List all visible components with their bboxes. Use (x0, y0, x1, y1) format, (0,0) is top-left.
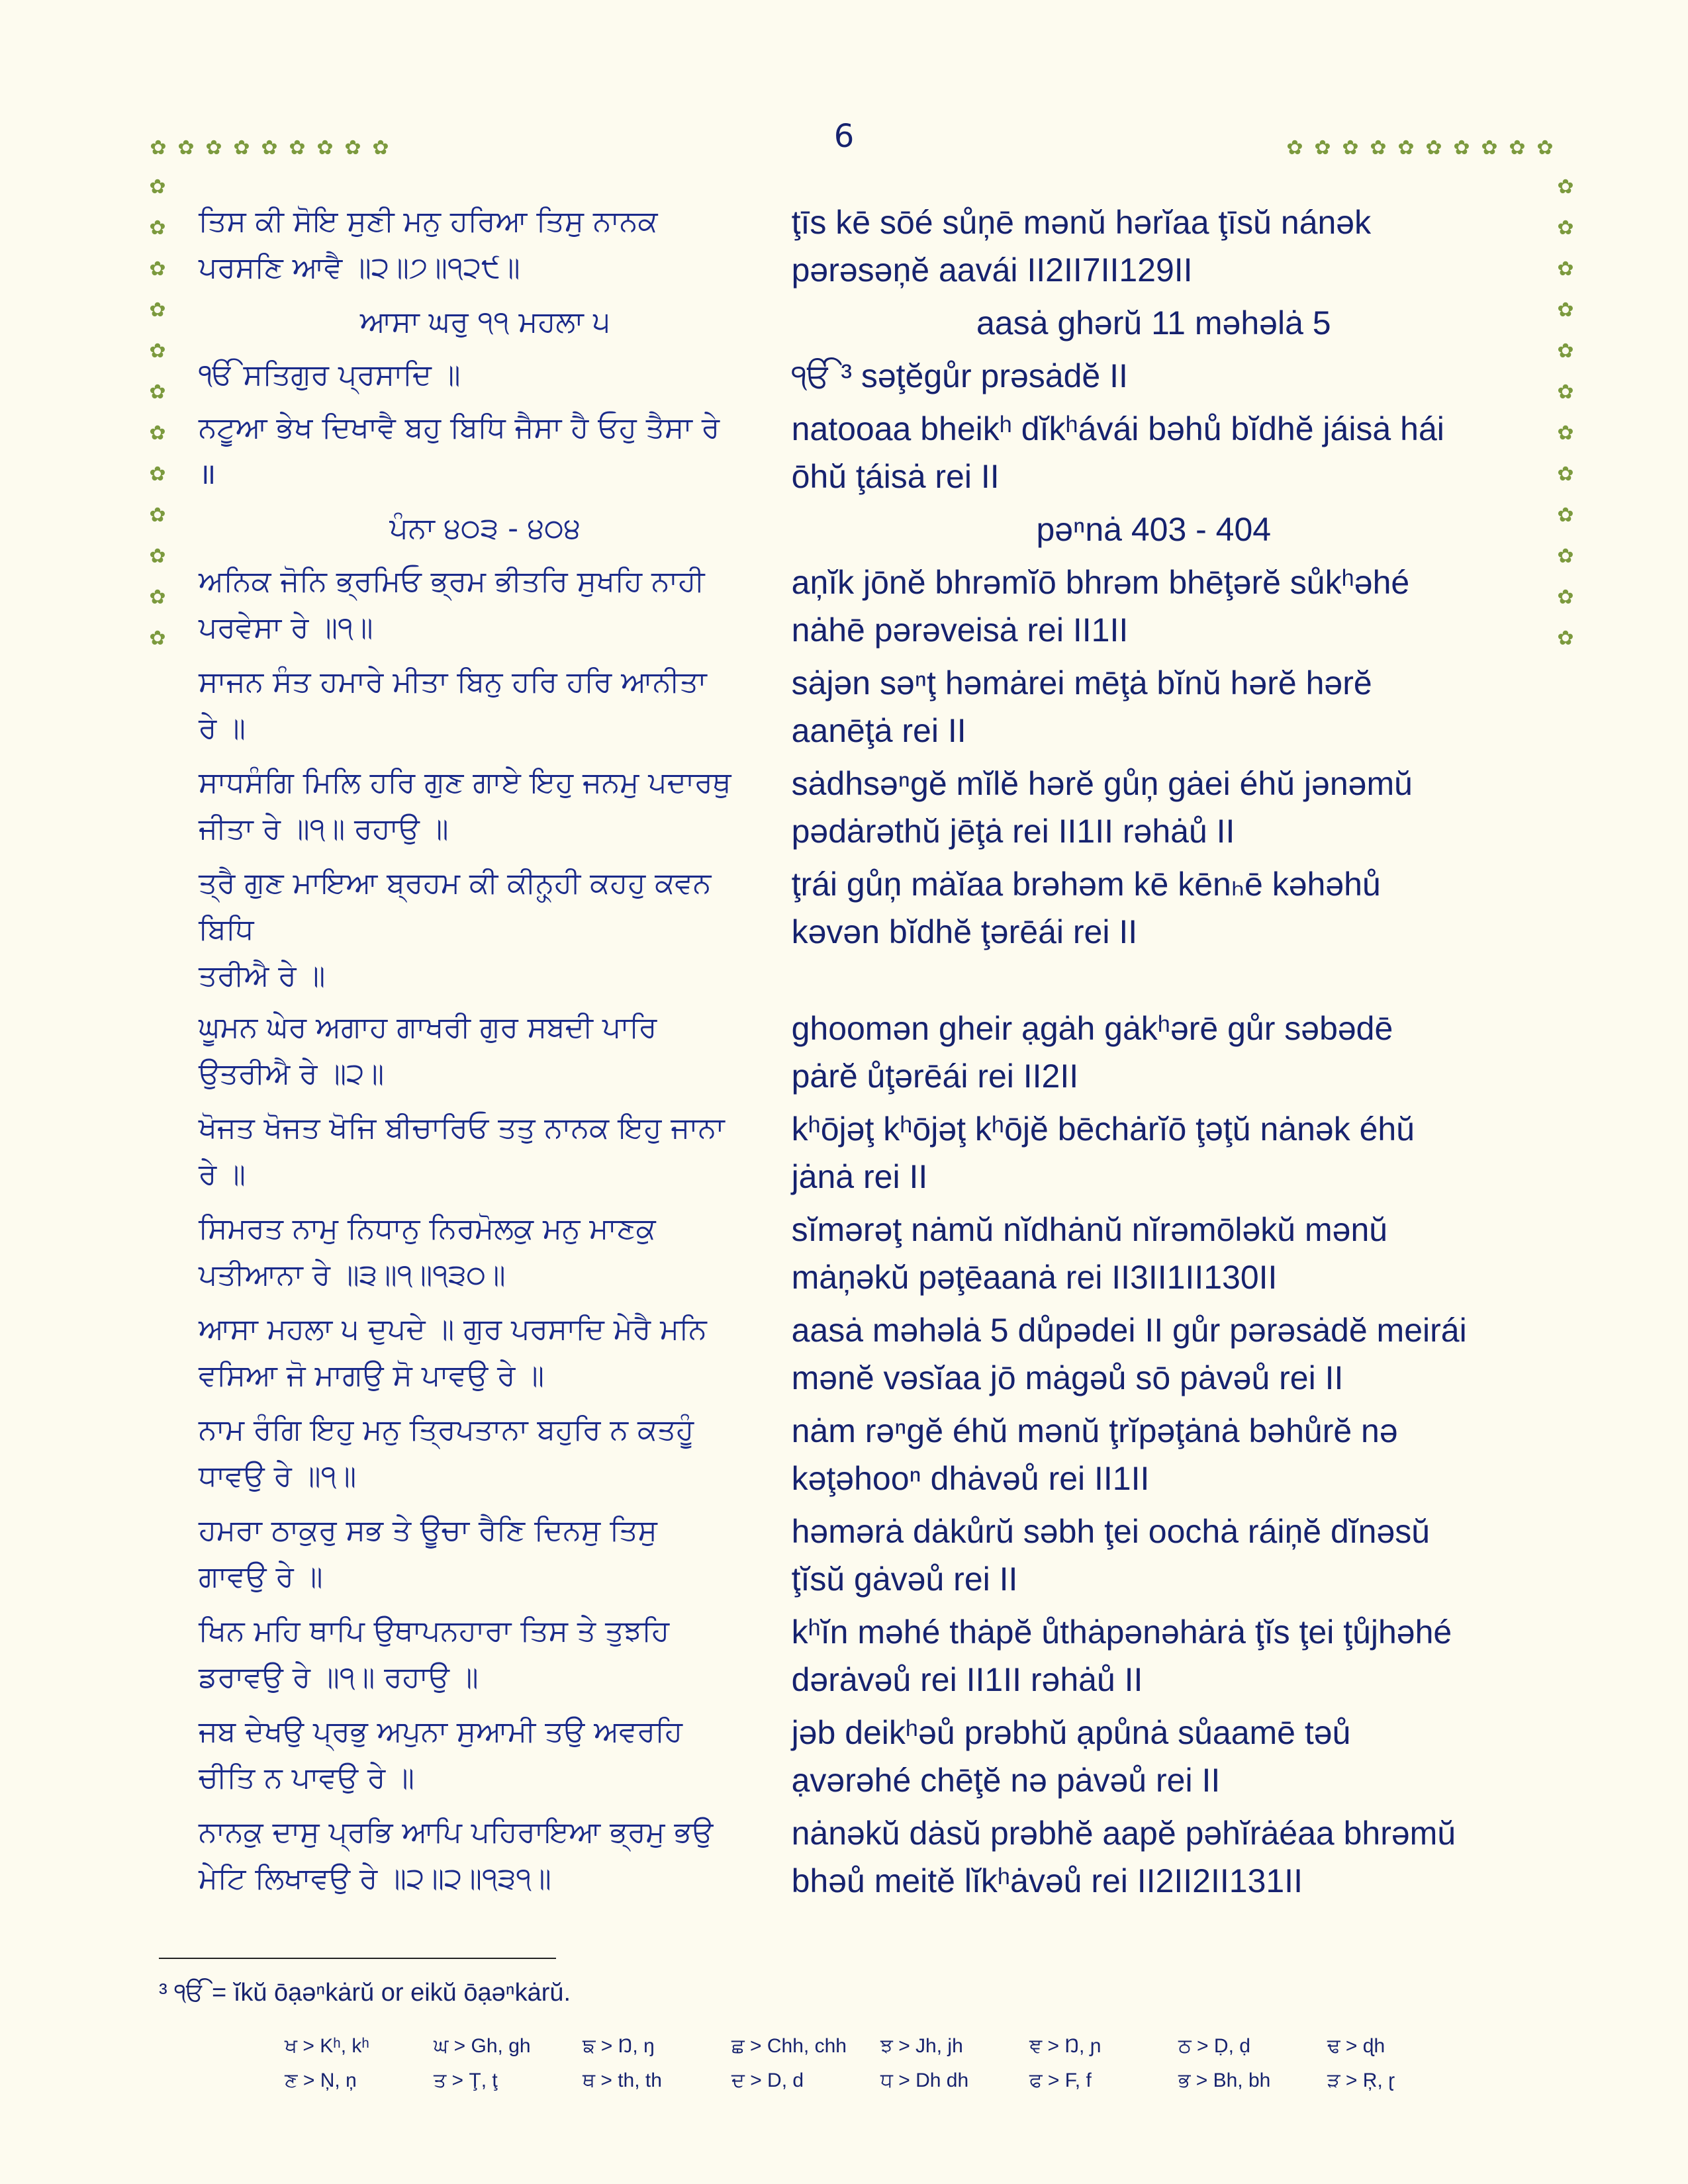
romanized-text (792, 760, 1516, 855)
gurmukhi-text (199, 1709, 792, 1804)
romanized-line: ţrái gůņ mȧĭaa brəhəm kē kēnₕē kəhəhů (791, 866, 1381, 903)
gurmukhi-line: ਰੇ ॥ (199, 1158, 246, 1191)
gurmukhi-line: ਤਿਸ ਕੀ ਸੋਇ ਸੁਣੀ ਮਨੁ ਹਰਿਆ ਤਿਸੁ ਨਾਨਕ (199, 205, 658, 238)
gurmukhi-text (199, 860, 792, 999)
gurmukhi-line: ॥ (199, 457, 216, 491)
gurmukhi-line: ਗਾਵਉ ਰੇ ॥ (199, 1560, 323, 1594)
gurmukhi-line: ਜੀਤਾ ਰੇ ॥੧॥ ਰਹਾਉ ॥ (199, 812, 449, 846)
legend-item: ਞ > Ŋ, ɲ (1029, 2035, 1102, 2057)
verse-row (199, 506, 1516, 553)
verse-row (199, 1407, 1516, 1502)
footnote-rule (159, 1958, 556, 1959)
gurmukhi-text (199, 199, 792, 294)
romanized-line: nȧhē pərəveisȧ rei II1II (791, 612, 1129, 649)
legend-item: ਝ > Jh, jh (880, 2035, 963, 2057)
romanized-text (792, 1005, 1516, 1100)
gurmukhi-line: ਰੇ ॥ (199, 711, 246, 745)
romanized-line: aņĭk jōnĕ bhrəmĭō bhrəm bhēţərĕ sůkʰəhé (791, 564, 1410, 601)
flower-icon: ✿ (149, 504, 166, 527)
gurmukhi-line: ਪਤੀਆਨਾ ਰੇ ॥੩॥੧॥੧੩੦॥ (199, 1258, 506, 1292)
gurmukhi-line: ਖੋਜਤ ਖੋਜਤ ਖੋਜਿ ਬੀਚਾਰਿਓ ਤਤੁ ਨਾਨਕ ਇਹੁ ਜਾਨਾ (199, 1111, 725, 1145)
romanized-text (792, 1709, 1516, 1804)
romanized-text (792, 1608, 1516, 1704)
gurmukhi-text (199, 1608, 792, 1704)
gurmukhi-text (199, 760, 792, 855)
romanized-line: pəⁿnȧ 403 - 404 (1036, 511, 1272, 548)
flower-icon: ✿ (344, 136, 361, 159)
gurmukhi-text (199, 1508, 792, 1603)
flower-icon: ✿ (149, 381, 166, 404)
ornament-top-right (1281, 135, 1559, 161)
gurmukhi-text (199, 1105, 792, 1201)
legend-row (285, 2070, 1476, 2104)
legend-item: ਭ > Bh, bh (1178, 2070, 1271, 2091)
gurmukhi-line: ਉਤਰੀਐ ਰੇ ॥੨॥ (199, 1057, 385, 1091)
legend-item: ਖ > Kʰ, kʰ (285, 2035, 369, 2057)
gurmukhi-line: ਨਟੂਆ ਭੇਖ ਦਿਖਾਵੈ ਬਹੁ ਬਿਧਿ ਜੈਸਾ ਹੈ ਓਹੁ ਤੈਸਾ ਰੇ (199, 411, 720, 445)
legend-item: ਛ > Chh, chh (731, 2035, 847, 2057)
romanized-line: ੴ ³ səţĕgůr prəsȧdĕ II (791, 357, 1128, 394)
gurmukhi-line: ਡਰਾਵਉ ਰੇ ॥੧॥ ਰਹਾਉ ॥ (199, 1661, 479, 1694)
legend-item: ਘ > Gh, gh (434, 2035, 531, 2057)
verse-row (199, 1508, 1516, 1603)
legend-item: ਢ > ɖh (1327, 2035, 1385, 2057)
verse-row (199, 1608, 1516, 1704)
romanized-line: nȧnəkŭ dȧsŭ prəbhĕ aapĕ pəhĭrȧéaa bhrəmŭ (791, 1815, 1456, 1852)
romanized-line: kʰōjəţ kʰōjəţ kʰōjĕ bēchȧrĭō ţəţŭ nȧnək éhŭ (791, 1111, 1415, 1148)
transliteration-legend (285, 2035, 1476, 2104)
romanized-text (792, 659, 1516, 754)
gurmukhi-line: ਨਾਨਕੁ ਦਾਸੁ ਪ੍ਰਭਿ ਆਪਿ ਪਹਿਰਾਇਆ ਭ੍ਰਮੁ ਭਉ (199, 1815, 714, 1849)
gurmukhi-line: ਖਿਨ ਮਹਿ ਥਾਪਿ ਉਥਾਪਨਹਾਰਾ ਤਿਸ ਤੇ ਤੁਝਹਿ (199, 1614, 670, 1648)
gurmukhi-line: ਧਾਵਉ ਰੇ ॥੧॥ (199, 1459, 357, 1493)
gurmukhi-line: ਪਰਸਣਿ ਆਵੈ ॥੨॥੭॥੧੨੯॥ (199, 251, 520, 285)
gurmukhi-line: ਪੰਨਾ ੪੦੩ - ੪੦੪ (389, 512, 581, 545)
romanized-text (792, 352, 1516, 400)
ornament-right (1552, 167, 1579, 659)
gurmukhi-line: ਹਮਰਾ ਠਾਕੁਰੁ ਸਭ ਤੇ ਊਚਾ ਰੈਣਿ ਦਿਨਸੁ ਤਿਸੁ (199, 1514, 657, 1547)
gurmukhi-line: ਤਰੀਐ ਰੇ ॥ (199, 959, 326, 993)
verse-row (199, 1306, 1516, 1402)
gurmukhi-line: ਸਾਜਨ ਸੰਤ ਹਮਾਰੇ ਮੀਤਾ ਬਿਨੁ ਹਰਿ ਹਰਿ ਆਨੀਤਾ (199, 665, 707, 699)
flower-icon: ✿ (149, 422, 166, 445)
ornament-top-left (144, 135, 395, 161)
romanized-line: aasȧ məhəlȧ 5 důpədei II gůr pərəsȧdĕ meirái (791, 1312, 1467, 1349)
flower-icon: ✿ (1397, 136, 1415, 159)
romanized-line: aasȧ ghərŭ 11 məhəlȧ 5 (976, 304, 1331, 341)
flower-icon: ✿ (149, 298, 166, 322)
flower-icon: ✿ (1557, 216, 1574, 240)
romanized-text (792, 405, 1516, 500)
flower-icon: ✿ (1453, 136, 1470, 159)
flower-icon: ✿ (1557, 381, 1574, 404)
legend-item: ਥ > th, th (583, 2070, 662, 2091)
gurmukhi-text (199, 659, 792, 754)
romanized-line: aanēţȧ rei II (791, 712, 966, 749)
ornament-left (144, 167, 171, 659)
romanized-line: kəţəhooⁿ dhȧvəů rei II1II (791, 1460, 1150, 1497)
legend-item: ਠ > Ḍ, ḍ (1178, 2035, 1250, 2057)
gurmukhi-text (199, 506, 792, 553)
verse-row (199, 199, 1516, 294)
flower-icon: ✿ (1314, 136, 1331, 159)
gurmukhi-line: ਆਸਾ ਮਹਲਾ ੫ ਦੁਪਦੇ ॥ ਗੁਰ ਪਰਸਾਦਿ ਮੇਰੈ ਮਨਿ (199, 1312, 707, 1346)
gurmukhi-text (199, 352, 792, 400)
gurmukhi-line: ਅਨਿਕ ਜੋਨਿ ਭ੍ਰਮਿਓ ਭ੍ਰਮ ਭੀਤਰਿ ਸੁਖਹਿ ਨਾਹੀ (199, 565, 705, 598)
verse-row (199, 659, 1516, 754)
gurmukhi-line: ੴ ਸਤਿਗੁਰ ਪ੍ਰਸਾਦਿ ॥ (199, 358, 461, 392)
flower-icon: ✿ (1342, 136, 1359, 159)
gurmukhi-line: ਘੂਮਨ ਘੇਰ ਅਗਾਹ ਗਾਖਰੀ ਗੁਰ ਸਬਦੀ ਪਾਰਿ (199, 1011, 657, 1044)
gurmukhi-line: ਚੀਤਿ ਨ ਪਾਵਉ ਰੇ ॥ (199, 1761, 414, 1795)
gurmukhi-line: ਸਾਧਸੰਗਿ ਮਿਲਿ ਹਰਿ ਗੁਣ ਗਾਏ ਇਹੁ ਜਨਮੁ ਪਦਾਰਥੁ (199, 766, 731, 799)
gurmukhi-line: ਜਬ ਦੇਖਉ ਪ੍ਰਭੁ ਅਪੁਨਾ ਸੁਆਮੀ ਤਉ ਅਵਰਹਿ (199, 1715, 683, 1749)
romanized-line: sȧjən səⁿţ həmȧrei mēţȧ bĭnŭ hərĕ hərĕ (791, 664, 1372, 702)
flower-icon: ✿ (149, 545, 166, 568)
flower-icon: ✿ (1536, 136, 1554, 159)
romanized-line: pədȧrəthŭ jēţȧ rei II1II rəhȧů II (791, 813, 1235, 850)
romanized-line: jəb deikʰəů prəbhŭ ạpůnȧ sůaamē təů (791, 1714, 1351, 1751)
flower-icon: ✿ (149, 627, 166, 650)
romanized-line: ţĭsŭ gȧvəů rei II (791, 1561, 1018, 1598)
romanized-text (792, 860, 1516, 999)
romanized-line: pȧrĕ ůţərēái rei II2II (791, 1058, 1079, 1095)
flower-icon: ✿ (1557, 545, 1574, 568)
gurmukhi-text (199, 1306, 792, 1402)
flower-icon: ✿ (1557, 504, 1574, 527)
romanized-line: mȧņəkŭ pəţēaanȧ rei II3II1II130II (791, 1259, 1278, 1296)
romanized-line: ạvərəhé chēţĕ nə pȧvəů rei II (791, 1762, 1221, 1799)
flower-icon: ✿ (289, 136, 306, 159)
flower-icon: ✿ (1557, 586, 1574, 609)
legend-item: ਤ > Ţ, ţ (434, 2070, 498, 2091)
gurmukhi-text (199, 1809, 792, 1905)
gurmukhi-line: ਆਸਾ ਘਰੁ ੧੧ ਮਹਲਾ ੫ (359, 305, 610, 339)
flower-icon: ✿ (1425, 136, 1442, 159)
romanized-text (792, 506, 1516, 553)
flower-icon: ✿ (149, 257, 166, 281)
romanized-text (792, 1407, 1516, 1502)
romanized-text (792, 559, 1516, 654)
legend-item: ੜ > Ŗ, ɽ (1327, 2070, 1395, 2091)
gurmukhi-line: ਨਾਮ ਰੰਗਿ ਇਹੁ ਮਨੁ ਤ੍ਰਿਪਤਾਨਾ ਬਹੁਰਿ ਨ ਕਤਹੂੰ (199, 1413, 694, 1447)
gurmukhi-line: ਵਸਿਆ ਜੋ ਮਾਗਉ ਸੋ ਪਾਵਉ ਰੇ ॥ (199, 1359, 545, 1392)
romanized-line: jȧnȧ rei II (791, 1158, 928, 1195)
flower-icon: ✿ (316, 136, 334, 159)
romanized-text (792, 1508, 1516, 1603)
legend-item: ਫ > F, f (1029, 2070, 1092, 2091)
romanized-line: pərəsəņĕ aavái II2II7II129II (791, 251, 1193, 289)
footnote: ³ ੴ = ĭkŭ ōạəⁿkȧrŭ or eikŭ ōạəⁿkȧrŭ. (159, 1979, 571, 2007)
flower-icon: ✿ (1481, 136, 1498, 159)
verse-row (199, 1005, 1516, 1100)
verse-row (199, 405, 1516, 500)
legend-row (285, 2035, 1476, 2070)
romanized-text (792, 1105, 1516, 1201)
gurmukhi-text (199, 1206, 792, 1301)
romanized-text (792, 1306, 1516, 1402)
romanized-line: kʰĭn məhé thȧpĕ ůthȧpənəhȧrȧ ţĭs ţei ţůjhəhé (791, 1614, 1452, 1651)
romanized-text (792, 1206, 1516, 1301)
verse-row (199, 559, 1516, 654)
romanized-line: kəvən bĭdhĕ ţərēái rei II (791, 913, 1138, 950)
legend-item: ਦ > D, d (731, 2070, 804, 2091)
verse-row (199, 299, 1516, 347)
romanized-line: ţīs kē sōé sůņē mənŭ hərĭaa ţīsŭ nánək (791, 204, 1372, 241)
flower-icon: ✿ (261, 136, 278, 159)
legend-item: ਙ > Ŋ, ŋ (583, 2035, 655, 2057)
flower-icon: ✿ (205, 136, 222, 159)
gurmukhi-text (199, 1005, 792, 1100)
flower-icon: ✿ (1557, 298, 1574, 322)
romanized-line: sȧdhsəⁿgĕ mĭlĕ hərĕ gůņ gȧei éhŭ jənəmŭ (791, 765, 1413, 802)
flower-icon: ✿ (1370, 136, 1387, 159)
flower-icon: ✿ (150, 136, 167, 159)
flower-icon: ✿ (1557, 463, 1574, 486)
flower-icon: ✿ (149, 216, 166, 240)
page-number: 6 (833, 118, 855, 155)
romanized-line: həmərȧ dȧkůrŭ səbh ţei oochȧ ráiņĕ dĭnəsŭ (791, 1513, 1430, 1550)
flower-icon: ✿ (149, 586, 166, 609)
romanized-text (792, 199, 1516, 294)
flower-icon: ✿ (372, 136, 389, 159)
verse-row (199, 1809, 1516, 1905)
gurmukhi-line: ਸਿਮਰਤ ਨਾਮੁ ਨਿਧਾਨੁ ਨਿਰਮੋਲਕੁ ਮਨੁ ਮਾਣਕੁ (199, 1212, 656, 1246)
flower-icon: ✿ (1557, 175, 1574, 199)
flower-icon: ✿ (1286, 136, 1303, 159)
verse-table (199, 199, 1516, 1910)
flower-icon: ✿ (1557, 340, 1574, 363)
flower-icon: ✿ (149, 175, 166, 199)
flower-icon: ✿ (233, 136, 250, 159)
flower-icon: ✿ (149, 340, 166, 363)
verse-row (199, 352, 1516, 400)
romanized-line: ghoomən gheir ạgȧh gȧkʰərē gůr səbədē (791, 1010, 1393, 1047)
legend-item: ਣ > Ņ, ņ (285, 2070, 357, 2091)
gurmukhi-line: ਪਰਵੇਸਾ ਰੇ ॥੧॥ (199, 611, 373, 645)
romanized-line: ōhŭ ţáisȧ rei II (791, 458, 1000, 495)
romanized-line: dərȧvəů rei II1II rəhȧů II (791, 1661, 1143, 1698)
romanized-line: sĭmərəţ nȧmŭ nĭdhȧnŭ nĭrəmōləkŭ mənŭ (791, 1211, 1388, 1248)
flower-icon: ✿ (149, 463, 166, 486)
gurmukhi-text (199, 1407, 792, 1502)
flower-icon: ✿ (1509, 136, 1526, 159)
romanized-line: natooaa bheikʰ dĭkʰávái bəhů bĭdhĕ jáisȧ hái (791, 410, 1444, 447)
romanized-line: bhəů meitĕ lĭkʰȧvəů rei II2II2II131II (791, 1862, 1303, 1899)
gurmukhi-text (199, 299, 792, 347)
gurmukhi-text (199, 559, 792, 654)
romanized-line: nȧm rəⁿgĕ éhŭ mənŭ ţrĭpəţȧnȧ bəhůrĕ nə (791, 1412, 1398, 1449)
flower-icon: ✿ (1557, 422, 1574, 445)
legend-item: ਧ > Dh dh (880, 2070, 969, 2091)
flower-icon: ✿ (177, 136, 195, 159)
verse-row (199, 1105, 1516, 1201)
flower-icon: ✿ (1557, 627, 1574, 650)
flower-icon: ✿ (1557, 257, 1574, 281)
romanized-line: mənĕ vəsĭaa jō mȧgəů sō pȧvəů rei II (791, 1359, 1344, 1396)
gurmukhi-line: ਮੇਟਿ ਲਿਖਾਵਉ ਰੇ ॥੨॥੨॥੧੩੧॥ (199, 1862, 551, 1895)
verse-row (199, 1709, 1516, 1804)
verse-row (199, 1206, 1516, 1301)
gurmukhi-line: ਤ੍ਰੈ ਗੁਣ ਮਾਇਆ ਬ੍ਰਹਮ ਕੀ ਕੀਨ੍ਹ੍ਹੀ ਕਹਹੁ ਕਵਨ ਬਿਧਿ (199, 866, 712, 946)
romanized-text (792, 1809, 1516, 1905)
verse-row (199, 860, 1516, 999)
romanized-text (792, 299, 1516, 347)
verse-row (199, 760, 1516, 855)
gurmukhi-text (199, 405, 792, 500)
